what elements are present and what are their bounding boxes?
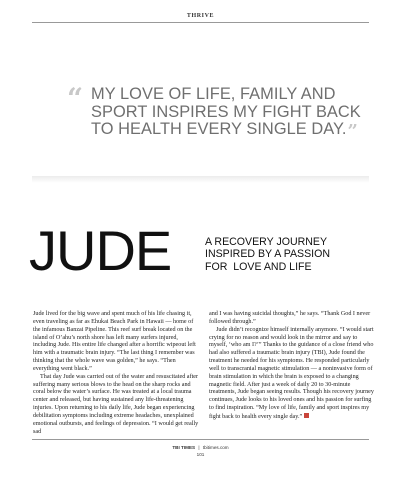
subtitle-line: A RECOVERY JOURNEY [205, 236, 328, 248]
paragraph-with-end-mark [209, 327, 375, 422]
bottom-rule [32, 439, 369, 440]
left-column [33, 311, 199, 437]
article-name-heading: JUDE [29, 219, 172, 282]
article-subtitle [205, 236, 375, 273]
article-body [33, 311, 374, 435]
top-rule [32, 22, 369, 23]
footer [0, 445, 401, 450]
pullquote-shadow [32, 176, 369, 183]
footer-site-link[interactable]: tbitimes.com [202, 445, 229, 450]
footer-brand: TBI TIMES [172, 445, 196, 450]
pullquote-text-block [91, 86, 371, 141]
paragraph-text: Jude didn’t recognize himself internally anymore. “I would start crying for no reason and would look in the mirror and say to myself, ‘who am I?’” Thanks to the guidance of a close friend who had also suffered a traumatic brain injury (TBI), Jude found the treatment he needed for his symptoms. He responded particularly well to transcranial magnetic stimulation — a noninvasive form of brain stimulation in which the brain is exposed to a changing magnetic field. After just a week of daily 20 to 30-minute treatments, Jude began seeing results. Though his recovery journey continues, Jude looks to his loved ones and his passion for surfing to find inspiration. “My love of life, family and sport inspires my fight back to health every single day.” [209, 326, 374, 420]
paragraph: Jude lived for the big wave and spent much of his life chasing it, even traveling as far as Ehukai Beach Park in Hawaii — home of the infamous Banzai Pipeline. This reef surf break located on the island of O’ahu’s north shore has left many surfers injured, including Jude. His entire life changed after a horrific wipeout left him with a traumatic brain injury. “The last thing I remember was thinking that the whole wave was golden,” he says. “Then everything went black.” [33, 311, 196, 372]
section-label: THRIVE [186, 13, 215, 19]
paragraph: and I was having suicidal thoughts,” he says. “Thank God I never followed through.” [209, 311, 371, 325]
subtitle-line: INSPIRED BY A PASSION [205, 248, 331, 261]
end-of-article-icon [304, 413, 309, 418]
subtitle-line: FOR LOVE AND LIFE [205, 260, 312, 273]
close-quote-mark: ” [347, 121, 358, 142]
page-number: 101 [196, 452, 205, 457]
open-quote-mark: “ [67, 82, 84, 115]
footer-separator: | [198, 445, 200, 450]
pullquote-text: MY LOVE OF LIFE, FAMILY AND SPORT INSPIRES MY FIGHT BACK TO HEALTH EVERY SINGLE DAY. [91, 85, 361, 138]
right-column [209, 311, 375, 422]
paragraph: That day Jude was carried out of the water and resuscitated after suffering many serious blows to the head on the sharp rocks and coral below the water’s surface. He was treated at a local trauma center and released, but having sustained any life-threatening injuries. Upon returning to his daily life, Jude began experiencing debilitation symptoms including extreme headaches, unexplained emotional outbursts, and feelings of depression. “I would get really sad [33, 373, 199, 435]
